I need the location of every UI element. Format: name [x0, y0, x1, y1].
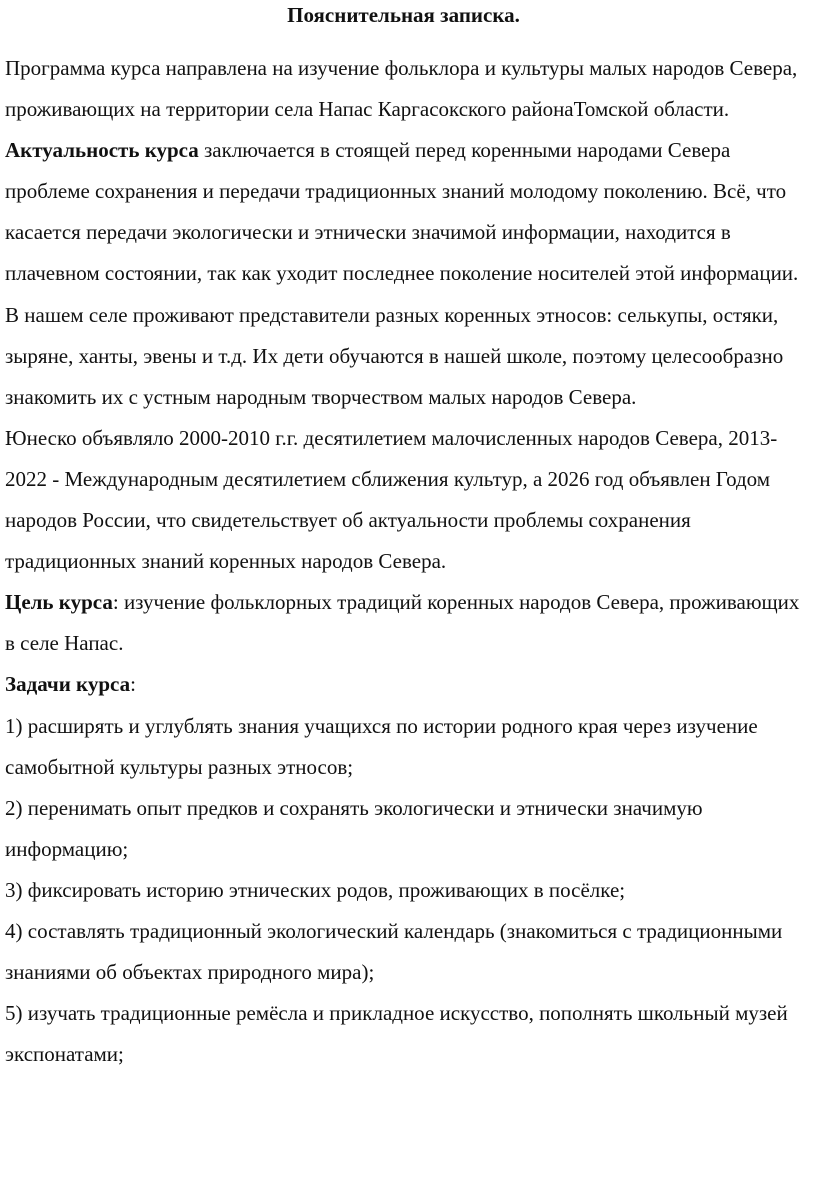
relevance-label: Актуальность курса — [5, 138, 199, 163]
task-item: 2) перенимать опыт предков и сохранять экологически и этнически значимую информацию; — [5, 795, 703, 861]
goal-label: Цель курса — [5, 590, 113, 615]
task-item: 3) фиксировать историю этнических родов, проживающих в посёлке; — [5, 877, 626, 902]
goal-paragraph — [5, 582, 802, 664]
relevance-text: заключается в стоящей перед коренными народами Севера проблеме сохранения и передачи традиционных знаний молодому поколению. Всё, что касается передачи экологически и этнически значимой информации, находится в плачевном состоянии, так как уходит последнее поколение носителей этой информации. — [5, 138, 799, 286]
goal-text: : изучение фольклорных традиций коренных народов Севера, проживающих в селе Напас. — [5, 590, 800, 656]
intro-paragraph: Программа курса направлена на изучение фольклора и культуры малых народов Севера, проживающих на территории села Напас Каргасокского районаТомской области. — [5, 56, 798, 122]
relevance-paragraph — [5, 130, 802, 294]
page-title: Пояснительная записка. — [287, 3, 520, 27]
village-paragraph: В нашем селе проживают представители разных коренных этносов: селькупы, остяки, зыряне, ханты, эвены и т.д. Их дети обучаются в нашей школе, поэтому целесообразно знакомить их с устным народным творчеством малых народов Севера. — [5, 302, 784, 409]
tasks-label: Задачи курса — [5, 672, 131, 697]
task-item: 1) расширять и углублять знания учащихся по истории родного края через изучение самобытной культуры разных этносов; — [5, 713, 758, 779]
task-item: 4) составлять традиционный экологический календарь (знакомиться с традиционными знаниями об объектах природного мира); — [5, 918, 783, 985]
task-item: 5) изучать традиционные ремёсла и прикладное искусство, пополнять школьный музей экспонатами; — [5, 1001, 788, 1067]
tasks-suffix: : — [130, 672, 136, 697]
unesco-paragraph: Юнеско объявляло 2000-2010 г.г. десятилетием малочисленных народов Севера, 2013-2022 - Международным десятилетием сближения культур, а 2026 год объявлен Годом народов России, что свидетельствует об актуальности проблемы сохранения традиционных знаний коренных народов Севера. — [5, 425, 778, 574]
tasks-heading — [5, 664, 802, 705]
